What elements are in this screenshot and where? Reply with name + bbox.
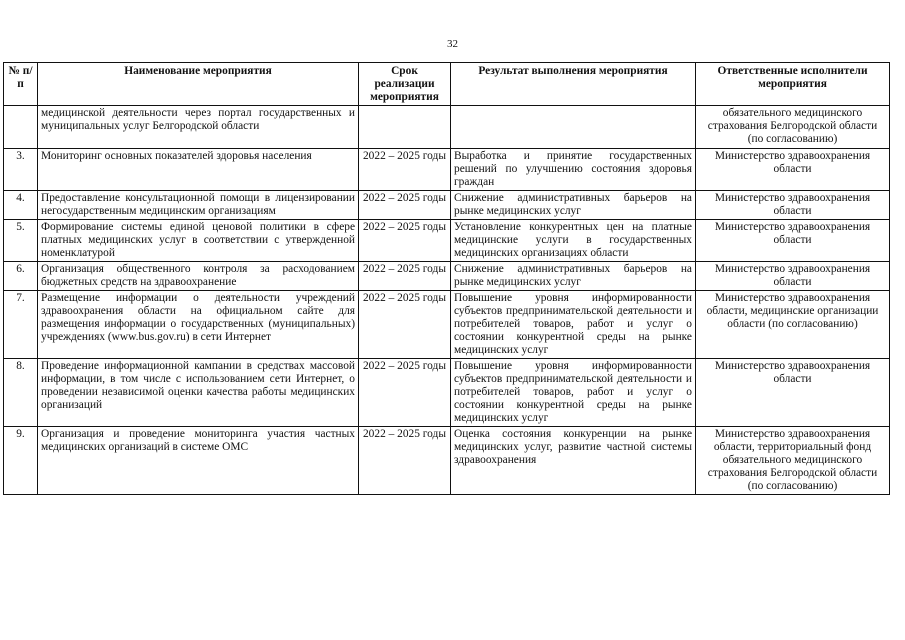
cell-responsible: Министерство здравоохранения области (696, 359, 890, 427)
cell-name: Организация общественного контроля за расходованием бюджетных средств на здравоохранение (38, 262, 359, 291)
cell-term: 2022 – 2025 годы (359, 220, 451, 262)
cell-num: 5. (4, 220, 38, 262)
cell-name: Предоставление консультационной помощи в лицензировании негосударственным медицинским организациям (38, 191, 359, 220)
cell-result: Оценка состояния конкуренции на рынке медицинских услуг, развитие частной системы здравоохранения (451, 427, 696, 495)
table-row (4, 291, 890, 359)
cell-term: 2022 – 2025 годы (359, 359, 451, 427)
cell-num: 8. (4, 359, 38, 427)
cell-name: Организация и проведение мониторинга участия частных медицинских организаций в системе ОМС (38, 427, 359, 495)
cell-term (359, 106, 451, 149)
table-row (4, 220, 890, 262)
table-row (4, 106, 890, 149)
cell-result (451, 106, 696, 149)
measures-table (3, 62, 890, 495)
cell-num: 9. (4, 427, 38, 495)
cell-name: Размещение информации о деятельности учреждений здравоохранения области на официальном сайте для размещения информации о государственных (муниципальных) учреждениях (www.bus.gov.ru) в сети Интернет (38, 291, 359, 359)
table-row (4, 262, 890, 291)
header-term: Срок реализации мероприятия (359, 63, 451, 106)
cell-name: Мониторинг основных показателей здоровья населения (38, 149, 359, 191)
cell-responsible: Министерство здравоохранения области (696, 149, 890, 191)
cell-result: Снижение административных барьеров на рынке медицинских услуг (451, 262, 696, 291)
cell-term: 2022 – 2025 годы (359, 291, 451, 359)
table-row (4, 359, 890, 427)
page-number: 32 (447, 38, 458, 50)
cell-responsible: Министерство здравоохранения области (696, 220, 890, 262)
cell-term: 2022 – 2025 годы (359, 149, 451, 191)
cell-num (4, 106, 38, 149)
table-row (4, 427, 890, 495)
cell-responsible: Министерство здравоохранения области, медицинские организации области (по согласованию) (696, 291, 890, 359)
cell-result: Снижение административных барьеров на рынке медицинских услуг (451, 191, 696, 220)
table-row (4, 191, 890, 220)
cell-result: Повышение уровня информированности субъектов предпринимательской деятельности и потребителей товаров, работ и услуг о состоянии конкурентной среды на рынке медицинских услуг (451, 359, 696, 427)
cell-result: Установление конкурентных цен на платные медицинские услуги в государственных медицинских организациях области (451, 220, 696, 262)
cell-term: 2022 – 2025 годы (359, 427, 451, 495)
cell-num: 4. (4, 191, 38, 220)
header-responsible: Ответственные исполнители мероприятия (696, 63, 890, 106)
cell-term: 2022 – 2025 годы (359, 262, 451, 291)
cell-responsible: Министерство здравоохранения области (696, 262, 890, 291)
cell-responsible: Министерство здравоохранения области, территориальный фонд обязательного медицинского страхования Белгородской области (по согласованию) (696, 427, 890, 495)
cell-responsible: Министерство здравоохранения области (696, 191, 890, 220)
cell-num: 6. (4, 262, 38, 291)
cell-num: 3. (4, 149, 38, 191)
cell-num: 7. (4, 291, 38, 359)
cell-name: Формирование системы единой ценовой политики в сфере платных медицинских услуг в соответствии с утвержденной номенклатурой (38, 220, 359, 262)
table-header-row (4, 63, 890, 106)
cell-term: 2022 – 2025 годы (359, 191, 451, 220)
table-row (4, 149, 890, 191)
header-num: № п/п (4, 63, 38, 106)
cell-name: медицинской деятельности через портал государственных и муниципальных услуг Белгородской области (38, 106, 359, 149)
cell-responsible: обязательного медицинского страхования Белгородской области (по согласованию) (696, 106, 890, 149)
cell-result: Выработка и принятие государственных решений по улучшению состояния здоровья граждан (451, 149, 696, 191)
cell-name: Проведение информационной кампании в средствах массовой информации, в том числе с использованием сети Интернет, о проведении независимой оценки качества работы медицинских организаций (38, 359, 359, 427)
header-result: Результат выполнения мероприятия (451, 63, 696, 106)
header-name: Наименование мероприятия (38, 63, 359, 106)
cell-result: Повышение уровня информированности субъектов предпринимательской деятельности и потребителей товаров, работ и услуг о состоянии конкурентной среды на рынке медицинских услуг (451, 291, 696, 359)
